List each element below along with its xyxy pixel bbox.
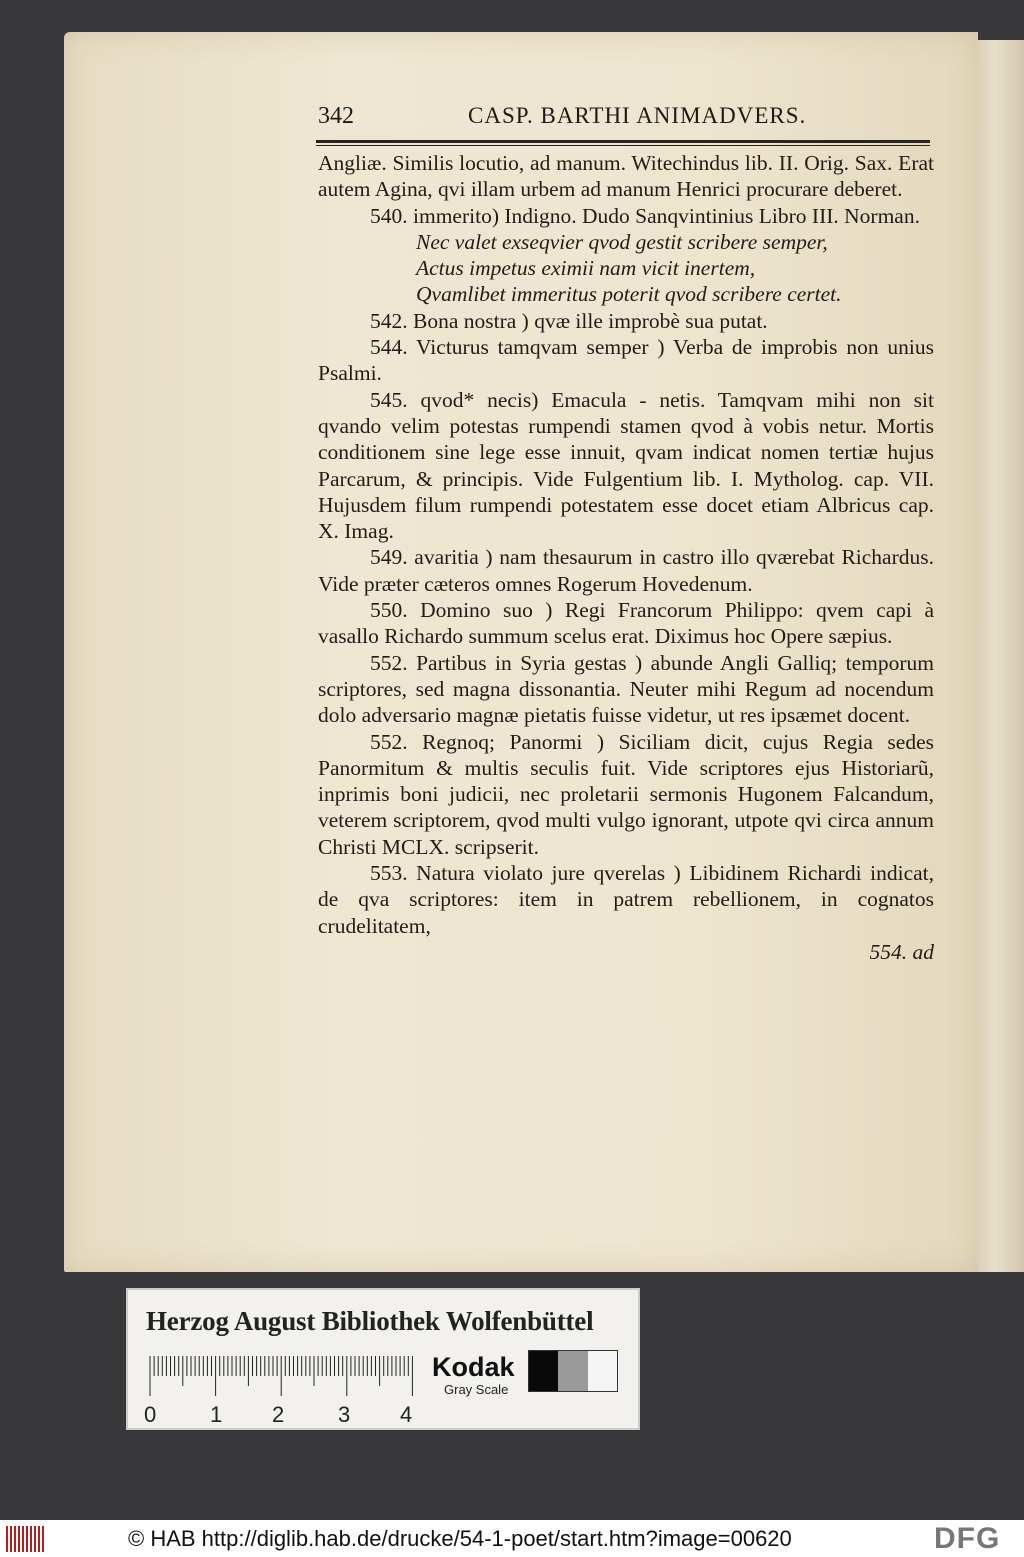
catchword: 554. ad bbox=[869, 939, 934, 964]
ruler-number: 3 bbox=[338, 1402, 351, 1427]
ruler-number: 4 bbox=[400, 1402, 413, 1427]
paragraph: 552. Regnoq; Panormi ) Siciliam dicit, cujus Regia sedes Panormitum & multis seculis fuit. Vide scriptores ejus Historiarũ, inprimis boni judicii, nec proletarii sermonis Hugonem Falcandum, veterem scriptorem, qvod multi vulgo ignorant, utpote qvi circa annum Christi MCLX. scripserit. bbox=[318, 729, 934, 859]
gray-scale-label: Gray Scale bbox=[444, 1382, 509, 1397]
gray-step bbox=[588, 1351, 617, 1391]
paragraph: 542. Bona nostra ) qvæ ille improbè sua putat. bbox=[370, 308, 768, 333]
paragraph: 545. qvod* necis) Emacula - netis. Tamqvam mihi non sit qvando velim potestas rumpendi stamen qvod à vobis netur. Mortis conditionem sine lege esse innuit, qvam indicat nomen tertiæ hujus Parcarum, & principis. Vide Fulgentium lib. I. Mytholog. cap. VII. Hujusdem filum rumpendi potestatem esse docet etiam Albricus cap. X. Imag. bbox=[318, 387, 934, 544]
color-target-card bbox=[126, 1288, 640, 1430]
verse-line: Nec valet exseqvier qvod gestit scribere semper, bbox=[416, 229, 828, 254]
paragraph: Angliæ. Similis locutio, ad manum. Witechindus lib. II. Orig. Sax. Erat autem Agina, qvi illam urbem ad manum Henrici procurare deberet. bbox=[318, 151, 934, 202]
verse-line: Actus impetus eximii nam vicit inertem, bbox=[416, 256, 756, 281]
page-number: 342 bbox=[318, 103, 354, 129]
paragraph: 544. Victurus tamqvam semper ) Verba de improbis non unius Psalmi. bbox=[318, 335, 934, 386]
body-text bbox=[318, 150, 934, 965]
ruler-ticks bbox=[148, 1356, 418, 1396]
kodak-logo: Kodak bbox=[432, 1352, 515, 1382]
ruler-number: 2 bbox=[272, 1402, 285, 1427]
verse-line: Qvamlibet immeritus poterit qvod scribere certet. bbox=[416, 282, 842, 307]
paragraph: 549. avaritia ) nam thesaurum in castro illo qværebat Richardus. Vide præter cæteros omnes Rogerum Hovedenum. bbox=[318, 545, 934, 596]
running-head: CASP. BARTHI ANIMADVERS. bbox=[468, 103, 807, 128]
paragraph: 540. immerito) Indigno. Dudo Sanqvintinius Libro III. Norman. bbox=[370, 203, 920, 228]
copyright-link[interactable]: © HAB http://diglib.hab.de/drucke/54-1-poet/start.htm?image=00620 bbox=[128, 1526, 792, 1551]
ruler-number: 1 bbox=[210, 1402, 223, 1427]
ruler-number: 0 bbox=[144, 1402, 157, 1427]
header-rule bbox=[316, 140, 930, 143]
page-header bbox=[318, 103, 930, 133]
footer-bar bbox=[0, 1520, 1024, 1557]
gray-step bbox=[558, 1351, 587, 1391]
paragraph: 552. Partibus in Syria gestas ) abunde Angli Galliq; temporum scriptores, sed magna dissonantia. Neuter mihi Regum ad nocendum dolo adversario magnæ pietatis fuisse videtur, ut res ipsæmet docent. bbox=[318, 650, 934, 728]
paragraph: 553. Natura violato jure qverelas ) Libidinem Richardi indicat, de qva scriptores: item in patrem rebellionem, in cognatos crudelitatem, bbox=[318, 861, 934, 938]
gray-scale-steps bbox=[528, 1350, 618, 1392]
library-name: Herzog August Bibliothek Wolfenbüttel bbox=[146, 1306, 594, 1336]
gray-step bbox=[529, 1351, 558, 1391]
dfg-logo: DFG bbox=[934, 1522, 1001, 1555]
scale-ruler bbox=[148, 1356, 418, 1396]
barcode-icon bbox=[6, 1526, 48, 1552]
paragraph: 550. Domino suo ) Regi Francorum Philippo: qvem capi à vasallo Richardo summum scelus erat. Diximus hoc Opere sæpius. bbox=[318, 598, 934, 649]
header-rule-thin bbox=[316, 145, 930, 146]
facing-page-edge bbox=[972, 40, 1024, 1272]
